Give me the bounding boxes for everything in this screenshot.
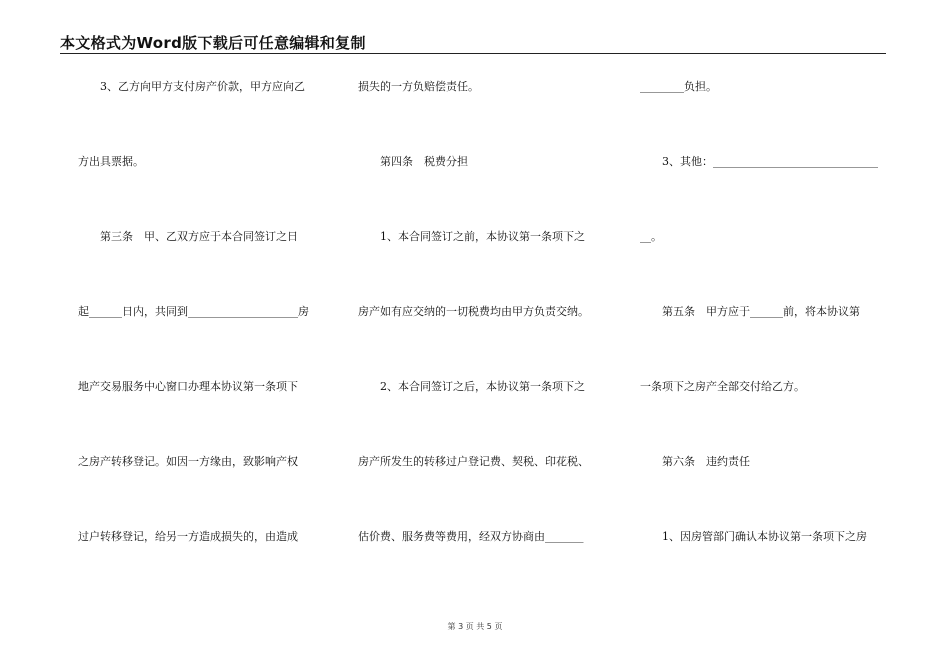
text-line: 起______日内，共同到____________________房 <box>78 305 309 318</box>
text-line: __。 <box>640 230 662 243</box>
text-line: 估价费、服务费等费用，经双方协商由_______ <box>358 530 584 543</box>
document-header-title: 本文格式为Word版下载后可任意编辑和复制 <box>60 34 366 52</box>
text-line: 损失的一方负赔偿责任。 <box>358 80 479 93</box>
page-number: 第 3 页 共 5 页 <box>447 622 503 631</box>
text-line: 2、本合同签订之后，本协议第一条项下之 <box>358 380 585 393</box>
text-line: 第四条 税费分担 <box>358 155 468 168</box>
text-line: 房产所发生的转移过户登记费、契税、印花税、 <box>358 455 589 468</box>
text-line: ________负担。 <box>640 80 717 93</box>
text-line: 3、其他：______________________________ <box>640 155 878 168</box>
text-line: 3、乙方向甲方支付房产价款，甲方应向乙 <box>78 80 305 93</box>
text-line: 地产交易服务中心窗口办理本协议第一条项下 <box>78 380 298 393</box>
text-line: 一条项下之房产全部交付给乙方。 <box>640 380 805 393</box>
text-line: 第六条 违约责任 <box>640 455 750 468</box>
text-line: 第三条 甲、乙双方应于本合同签订之日 <box>78 230 298 243</box>
text-line: 之房产转移登记。如因一方缘由，致影响产权 <box>78 455 298 468</box>
text-line: 过户转移登记，给另一方造成损失的，由造成 <box>78 530 298 543</box>
text-line: 方出具票据。 <box>78 155 144 168</box>
text-line: 1、本合同签订之前，本协议第一条项下之 <box>358 230 585 243</box>
text-line: 房产如有应交纳的一切税费均由甲方负责交纳。 <box>358 305 589 318</box>
text-line: 1、因房管部门确认本协议第一条项下之房 <box>640 530 867 543</box>
text-line: 第五条 甲方应于______前，将本协议第 <box>640 305 860 318</box>
header-divider <box>60 53 886 54</box>
